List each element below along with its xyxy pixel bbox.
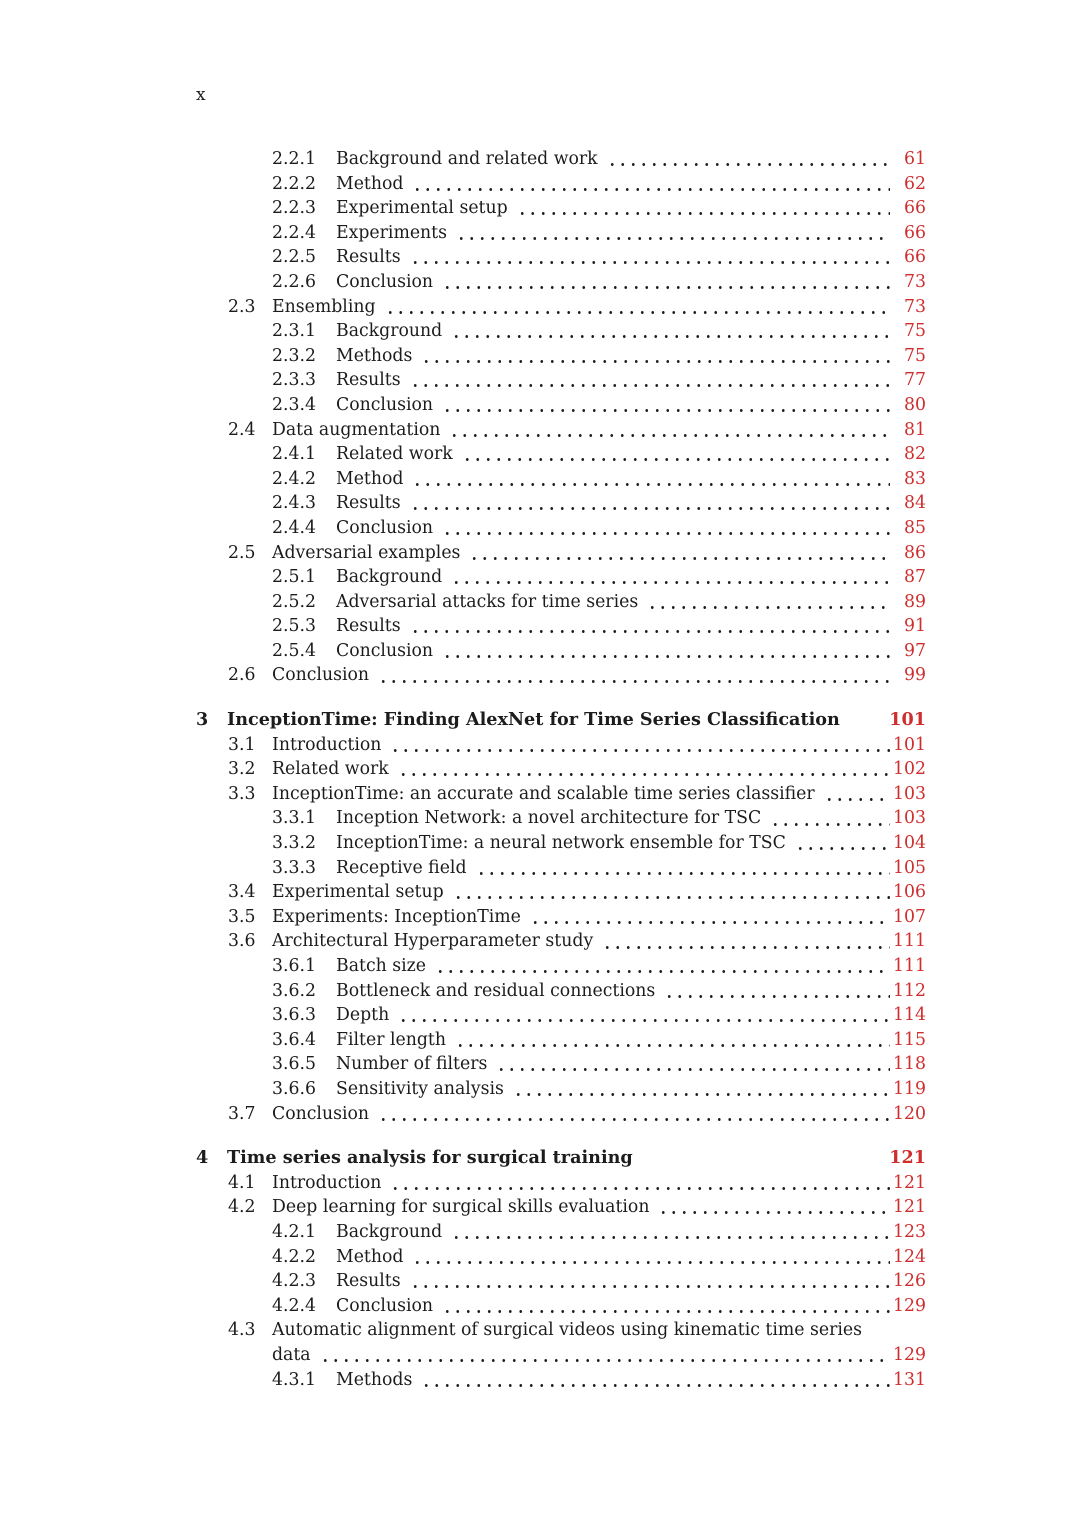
toc-entry-number: 4.2.4 bbox=[272, 1295, 316, 1316]
toc-entry-title: Related work bbox=[272, 759, 389, 780]
toc-entry-title: Introduction bbox=[272, 734, 382, 755]
toc-entry-page-number[interactable]: 111 bbox=[893, 956, 926, 976]
toc-entry-3-6-5[interactable] bbox=[196, 1052, 926, 1077]
toc-entry-2-4-2[interactable] bbox=[196, 467, 926, 492]
toc-entry-title: Results bbox=[336, 1271, 401, 1292]
toc-entry-2-4-4[interactable] bbox=[196, 516, 926, 541]
dot-leader bbox=[822, 782, 890, 807]
toc-entry-number: 2.3.2 bbox=[272, 345, 316, 366]
toc-entry-title: Introduction bbox=[272, 1172, 382, 1193]
toc-entry-title: Architectural Hyperparameter study bbox=[272, 931, 594, 952]
toc-entry-title: Experiments bbox=[336, 222, 447, 243]
dot-leader bbox=[454, 221, 890, 246]
toc-entry-number: 2.4.1 bbox=[272, 444, 316, 465]
toc-entry-2-3[interactable] bbox=[196, 295, 926, 320]
toc-entry-number: 2.5.4 bbox=[272, 640, 316, 661]
toc-entry-title: Background bbox=[336, 567, 443, 588]
toc-entry-page-number[interactable]: 80 bbox=[904, 394, 926, 415]
dot-leader bbox=[396, 1003, 890, 1028]
toc-entry-number: 3.5 bbox=[228, 906, 256, 927]
toc-entry-title: Depth bbox=[336, 1005, 390, 1026]
toc-entry-number: 3 bbox=[196, 709, 209, 731]
toc-entry-title: Methods bbox=[336, 345, 413, 366]
toc-entry-title: Results bbox=[336, 247, 401, 268]
toc-entry-number: 3.3 bbox=[228, 783, 256, 804]
toc-entry-4-2-1[interactable] bbox=[196, 1220, 926, 1245]
toc-entry-3-1[interactable] bbox=[196, 733, 926, 758]
toc-entry-number: 2.2.1 bbox=[272, 149, 316, 169]
toc-entry-number: 4.3.1 bbox=[272, 1369, 316, 1390]
toc-entry-2-5-2[interactable] bbox=[196, 590, 926, 615]
toc-entry-page-number[interactable]: 121 bbox=[889, 1147, 926, 1169]
toc-entry-page-number[interactable]: 104 bbox=[893, 833, 926, 854]
toc-entry-title: Experimental setup bbox=[336, 198, 508, 219]
toc-entry-4-3-1[interactable] bbox=[196, 1368, 926, 1393]
toc-entry-number: 2.4.2 bbox=[272, 468, 316, 489]
toc-entry-page-number[interactable]: 131 bbox=[893, 1369, 926, 1390]
dot-leader bbox=[410, 467, 890, 492]
toc-entry-title: Number of filters bbox=[336, 1054, 488, 1075]
toc-entry-number: 3.3.3 bbox=[272, 857, 316, 878]
toc-entry-page-number[interactable]: 103 bbox=[893, 808, 926, 829]
toc-entry-number: 3.4 bbox=[228, 882, 256, 903]
toc-entry-2-5-4[interactable] bbox=[196, 639, 926, 664]
toc-entry-number: 3.2 bbox=[228, 759, 256, 780]
chapter-spacer bbox=[840, 708, 889, 733]
dot-leader bbox=[453, 1028, 890, 1053]
dot-leader bbox=[410, 1245, 890, 1270]
dot-leader bbox=[408, 1269, 890, 1294]
toc-entry-4-3-continuation[interactable] bbox=[196, 1343, 926, 1368]
toc-entry-4-2-2[interactable] bbox=[196, 1245, 926, 1270]
toc-entry-page-number[interactable]: 66 bbox=[904, 222, 926, 243]
toc-entry-title: Conclusion bbox=[272, 665, 370, 686]
dot-leader bbox=[474, 856, 890, 881]
toc-entry-number: 2.4 bbox=[228, 419, 256, 440]
toc-entry-4[interactable] bbox=[196, 1146, 926, 1171]
toc-entry-number: 2.5.3 bbox=[272, 616, 316, 637]
toc-entry-4-2-4[interactable] bbox=[196, 1294, 926, 1319]
toc-entry-3-5[interactable] bbox=[196, 905, 926, 930]
toc-entry-page-number[interactable]: 87 bbox=[904, 567, 926, 588]
dot-leader bbox=[451, 880, 890, 905]
toc-entry-2-2-1[interactable] bbox=[196, 147, 926, 172]
toc-entry-number: 4 bbox=[196, 1147, 209, 1169]
toc-entry-title: Batch size bbox=[336, 956, 426, 976]
dot-leader bbox=[494, 1052, 890, 1077]
toc-entry-3-2[interactable] bbox=[196, 757, 926, 782]
dot-leader bbox=[793, 831, 890, 856]
toc-entry-page-number[interactable]: 118 bbox=[893, 1054, 926, 1075]
toc-entry-title: Time series analysis for surgical training bbox=[227, 1147, 633, 1169]
toc-entry-title: Background bbox=[336, 321, 443, 342]
toc-entry-page-number[interactable]: 105 bbox=[893, 857, 926, 878]
toc-entry-number: 2.2.3 bbox=[272, 198, 316, 219]
toc-entry-page-number[interactable]: 84 bbox=[904, 493, 926, 514]
dot-leader bbox=[656, 1195, 890, 1220]
toc-entry-2-4-1[interactable] bbox=[196, 442, 926, 467]
dot-leader bbox=[408, 614, 890, 639]
toc-entry-title: Conclusion bbox=[272, 1103, 370, 1124]
toc-entry-3-4[interactable] bbox=[196, 880, 926, 905]
dot-leader bbox=[460, 442, 890, 467]
toc-entry-page-number[interactable]: 77 bbox=[904, 370, 926, 391]
toc-entry-page-number[interactable]: 112 bbox=[893, 980, 926, 1001]
dot-leader bbox=[440, 270, 890, 295]
toc-entry-page-number[interactable]: 83 bbox=[904, 468, 926, 489]
toc-entry-number: 3.6.4 bbox=[272, 1029, 316, 1050]
dot-leader bbox=[440, 1294, 890, 1319]
dot-leader bbox=[388, 1171, 890, 1196]
toc-entry-number: 4.3 bbox=[228, 1320, 256, 1341]
toc-entry-number: 3.6.1 bbox=[272, 956, 316, 976]
dot-leader bbox=[449, 565, 890, 590]
toc-entry-page-number[interactable]: 115 bbox=[893, 1029, 926, 1050]
toc-entry-title-continuation: data bbox=[272, 1344, 311, 1365]
dot-leader bbox=[511, 1077, 890, 1102]
dot-leader bbox=[662, 979, 890, 1004]
toc-entry-number: 2.2.2 bbox=[272, 173, 316, 194]
dot-leader bbox=[440, 516, 890, 541]
toc-entry-page-number[interactable]: 126 bbox=[893, 1271, 926, 1292]
toc-entry-page-number[interactable]: 91 bbox=[904, 616, 926, 637]
toc-entry-number: 2.2.6 bbox=[272, 271, 316, 292]
toc-entry-page-number[interactable]: 73 bbox=[904, 271, 926, 292]
dot-leader bbox=[528, 905, 890, 930]
toc-entry-title: Ensembling bbox=[272, 296, 376, 317]
dot-leader bbox=[440, 639, 890, 664]
toc-entry-page-number[interactable]: 61 bbox=[904, 149, 926, 169]
toc-entry-number: 2.4.4 bbox=[272, 517, 316, 538]
toc-entry-number: 4.1 bbox=[228, 1172, 256, 1193]
toc-entry-2-2-5[interactable] bbox=[196, 245, 926, 270]
toc-entry-3-6-3[interactable] bbox=[196, 1003, 926, 1028]
toc-entry-number: 3.6.3 bbox=[272, 1005, 316, 1026]
toc-entry-2-2-4[interactable] bbox=[196, 221, 926, 246]
toc-entry-page-number[interactable]: 121 bbox=[893, 1197, 926, 1218]
toc-entry-2-4-3[interactable] bbox=[196, 491, 926, 516]
toc-entry-title: Automatic alignment of surgical videos using kinematic time series bbox=[272, 1320, 862, 1341]
toc-entry-title: Related work bbox=[336, 444, 453, 465]
toc-entry-number: 4.2 bbox=[228, 1197, 256, 1218]
toc-entry-page-number[interactable]: 121 bbox=[893, 1172, 926, 1193]
toc-entry-2-2-3[interactable] bbox=[196, 196, 926, 221]
toc-entry-number: 3.6 bbox=[228, 931, 256, 952]
toc-entry-number: 2.5 bbox=[228, 542, 256, 563]
toc-entry-number: 4.2.2 bbox=[272, 1246, 316, 1267]
toc-entry-3-3[interactable] bbox=[196, 782, 926, 807]
toc-entry-2-4[interactable] bbox=[196, 418, 926, 443]
toc-entry-page-number[interactable]: 111 bbox=[893, 931, 926, 952]
toc-entry-3-3-1[interactable] bbox=[196, 806, 926, 831]
toc-entry-title: Experiments: InceptionTime bbox=[272, 906, 521, 927]
dot-leader bbox=[645, 590, 890, 615]
toc-entry-number: 3.3.2 bbox=[272, 833, 316, 854]
toc-entry-3-7[interactable] bbox=[196, 1102, 926, 1127]
toc-entry-number: 2.6 bbox=[228, 665, 256, 686]
dot-leader bbox=[440, 393, 890, 418]
dot-leader bbox=[410, 172, 890, 197]
toc-entry-title: InceptionTime: an accurate and scalable time series classifier bbox=[272, 783, 815, 804]
toc-entry-page-number[interactable]: 103 bbox=[893, 783, 926, 804]
toc-entry-title: Filter length bbox=[336, 1029, 446, 1050]
toc-entry-number: 3.3.1 bbox=[272, 808, 316, 829]
toc-entry-4-3[interactable] bbox=[196, 1318, 926, 1343]
dot-leader bbox=[600, 929, 890, 954]
toc-entry-page-number[interactable]: 124 bbox=[893, 1246, 926, 1267]
toc-entry-page-number[interactable]: 101 bbox=[893, 734, 926, 755]
toc-entry-number: 2.3 bbox=[228, 296, 256, 317]
toc-entry-4-2[interactable] bbox=[196, 1195, 926, 1220]
toc-entry-title: Deep learning for surgical skills evaluation bbox=[272, 1197, 650, 1218]
dot-leader bbox=[768, 806, 890, 831]
toc-entry-page-number[interactable]: 99 bbox=[904, 665, 926, 686]
dot-leader bbox=[419, 344, 890, 369]
dot-leader bbox=[383, 295, 890, 320]
toc-entry-page-number[interactable]: 81 bbox=[904, 419, 926, 440]
toc-entry-number: 2.4.3 bbox=[272, 493, 316, 514]
toc-entry-page-number[interactable]: 102 bbox=[893, 759, 926, 780]
toc-entry-3-6-4[interactable] bbox=[196, 1028, 926, 1053]
toc-entry-number: 3.1 bbox=[228, 734, 256, 755]
toc-entry-page-number[interactable]: 85 bbox=[904, 517, 926, 538]
toc-entry-2-3-3[interactable] bbox=[196, 368, 926, 393]
toc-entry-2-5-3[interactable] bbox=[196, 614, 926, 639]
toc-entry-2-2-6[interactable] bbox=[196, 270, 926, 295]
toc-entry-number: 2.3.4 bbox=[272, 394, 316, 415]
dot-leader bbox=[447, 418, 890, 443]
toc-entry-title: Adversarial examples bbox=[272, 542, 461, 563]
toc-entry-title: Conclusion bbox=[336, 517, 434, 538]
toc-entry-3-6-1[interactable] bbox=[196, 954, 926, 979]
toc-entry-title: Data augmentation bbox=[272, 419, 441, 440]
toc-entry-page-number[interactable]: 107 bbox=[893, 906, 926, 927]
toc-entry-2-3-2[interactable] bbox=[196, 344, 926, 369]
dot-leader bbox=[408, 491, 890, 516]
toc-entry-number: 4.2.3 bbox=[272, 1271, 316, 1292]
dot-leader bbox=[376, 1102, 890, 1127]
toc-entry-number: 2.2.4 bbox=[272, 222, 316, 243]
toc-entry-2-5-1[interactable] bbox=[196, 565, 926, 590]
toc-entry-title: Bottleneck and residual connections bbox=[336, 980, 656, 1001]
toc-entry-number: 3.6.5 bbox=[272, 1054, 316, 1075]
toc-entry-number: 4.2.1 bbox=[272, 1221, 316, 1242]
toc-entry-page-number[interactable]: 75 bbox=[904, 345, 926, 366]
toc-entry-title: Inception Network: a novel architecture for TSC bbox=[336, 808, 762, 829]
dot-leader bbox=[318, 1343, 890, 1368]
toc-entry-title: Method bbox=[336, 173, 404, 194]
table-of-contents bbox=[196, 147, 926, 1392]
toc-entry-title: Conclusion bbox=[336, 271, 434, 292]
toc-entry-page-number[interactable]: 73 bbox=[904, 296, 926, 317]
toc-entry-title: Results bbox=[336, 493, 401, 514]
toc-entry-title: Background bbox=[336, 1221, 443, 1242]
toc-entry-title: Sensitivity analysis bbox=[336, 1078, 504, 1099]
toc-entry-4-2-3[interactable] bbox=[196, 1269, 926, 1294]
toc-entry-title: Results bbox=[336, 616, 401, 637]
toc-entry-number: 3.6.2 bbox=[272, 980, 316, 1001]
toc-entry-number: 2.5.2 bbox=[272, 591, 316, 612]
toc-entry-number: 2.2.5 bbox=[272, 247, 316, 268]
toc-entry-page-number[interactable]: 119 bbox=[893, 1078, 926, 1099]
toc-entry-number: 3.6.6 bbox=[272, 1078, 316, 1099]
toc-entry-2-3-1[interactable] bbox=[196, 319, 926, 344]
dot-leader bbox=[376, 663, 890, 688]
toc-entry-4-1[interactable] bbox=[196, 1171, 926, 1196]
toc-entry-page-number[interactable]: 86 bbox=[904, 542, 926, 563]
dot-leader bbox=[408, 368, 890, 393]
dot-leader bbox=[449, 1220, 890, 1245]
toc-entry-title: Method bbox=[336, 468, 404, 489]
toc-entry-2-5[interactable] bbox=[196, 541, 926, 566]
toc-entry-page-number[interactable]: 62 bbox=[904, 173, 926, 194]
toc-entry-page-number[interactable]: 82 bbox=[904, 444, 926, 465]
toc-entry-page-number[interactable]: 106 bbox=[893, 882, 926, 903]
toc-entry-page-number[interactable]: 129 bbox=[893, 1295, 926, 1316]
toc-entry-3-3-2[interactable] bbox=[196, 831, 926, 856]
toc-entry-page-number[interactable]: 66 bbox=[904, 247, 926, 268]
toc-entry-3-6[interactable] bbox=[196, 929, 926, 954]
toc-entry-title: Method bbox=[336, 1246, 404, 1267]
toc-entry-title: Background and related work bbox=[336, 149, 598, 169]
toc-entry-page-number[interactable]: 75 bbox=[904, 321, 926, 342]
toc-entry-2-3-4[interactable] bbox=[196, 393, 926, 418]
toc-entry-2-6[interactable] bbox=[196, 663, 926, 688]
toc-entry-number: 2.3.1 bbox=[272, 321, 316, 342]
toc-entry-page-number[interactable]: 120 bbox=[893, 1103, 926, 1124]
toc-entry-page-number[interactable]: 123 bbox=[893, 1221, 926, 1242]
toc-entry-number: 3.7 bbox=[228, 1103, 256, 1124]
toc-entry-title: Conclusion bbox=[336, 640, 434, 661]
toc-entry-title: Conclusion bbox=[336, 1295, 434, 1316]
toc-entry-title: Methods bbox=[336, 1369, 413, 1390]
dot-leader bbox=[433, 954, 890, 979]
toc-entry-title: Adversarial attacks for time series bbox=[336, 591, 639, 612]
toc-entry-title: Experimental setup bbox=[272, 882, 444, 903]
toc-entry-3-3-3[interactable] bbox=[196, 856, 926, 881]
toc-entry-page-number[interactable]: 129 bbox=[893, 1344, 926, 1365]
toc-entry-number: 2.3.3 bbox=[272, 370, 316, 391]
toc-entry-title: Receptive field bbox=[336, 857, 467, 878]
chapter-spacer bbox=[633, 1146, 890, 1171]
dot-leader bbox=[449, 319, 890, 344]
toc-entry-title: Conclusion bbox=[336, 394, 434, 415]
toc-entry-3[interactable] bbox=[196, 708, 926, 733]
dot-leader bbox=[396, 757, 890, 782]
toc-entry-3-6-6[interactable] bbox=[196, 1077, 926, 1102]
toc-entry-title: InceptionTime: a neural network ensemble for TSC bbox=[336, 833, 786, 854]
toc-entry-title: Results bbox=[336, 370, 401, 391]
toc-entry-page-number[interactable]: 66 bbox=[904, 198, 926, 219]
dot-leader bbox=[408, 245, 890, 270]
toc-entry-page-number[interactable]: 97 bbox=[904, 640, 926, 661]
dot-leader bbox=[467, 541, 890, 566]
toc-entry-3-6-2[interactable] bbox=[196, 979, 926, 1004]
toc-entry-page-number[interactable]: 114 bbox=[893, 1005, 926, 1026]
dot-leader bbox=[388, 733, 890, 758]
toc-entry-page-number[interactable]: 101 bbox=[889, 709, 926, 731]
dot-leader bbox=[419, 1368, 890, 1393]
toc-entry-title: InceptionTime: Finding AlexNet for Time Series Classification bbox=[227, 709, 840, 731]
dot-leader bbox=[605, 147, 890, 172]
toc-entry-number: 2.5.1 bbox=[272, 567, 316, 588]
page-number-header: x bbox=[196, 85, 206, 105]
dot-leader bbox=[515, 196, 890, 221]
toc-entry-2-2-2[interactable] bbox=[196, 172, 926, 197]
toc-entry-page-number[interactable]: 89 bbox=[904, 591, 926, 612]
